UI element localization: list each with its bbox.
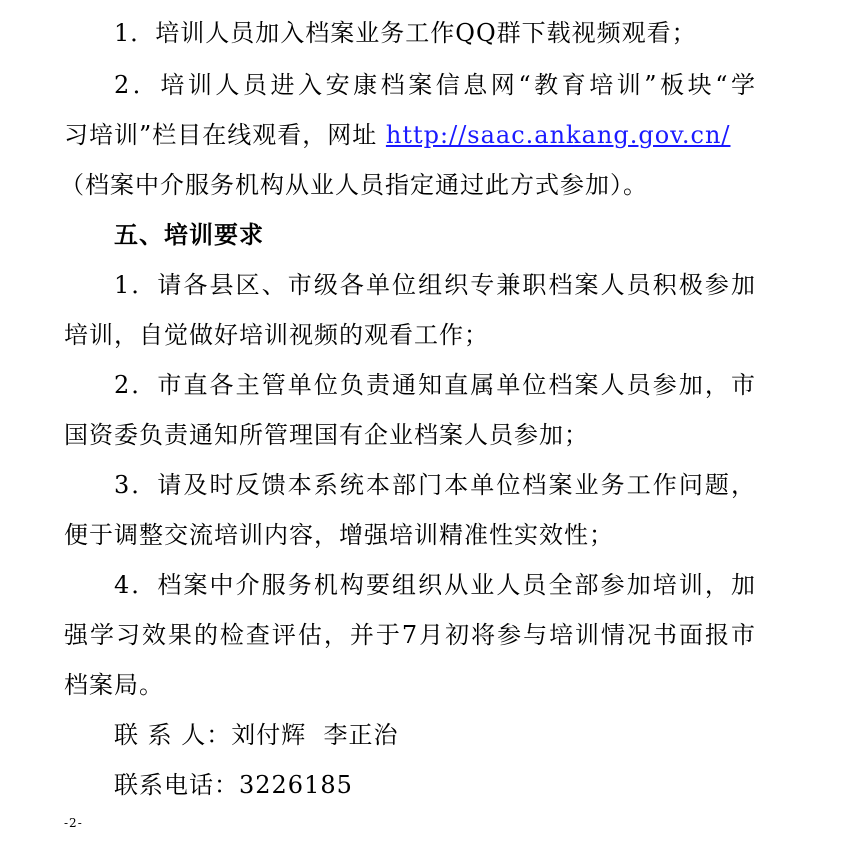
method-2-text: 习培训”栏目在线观看，网址 [64, 121, 386, 149]
requirement-3-line-1: 3．请及时反馈本系统本部门本单位档案业务工作问题， [114, 471, 756, 499]
requirement-1-line-2: 培训，自觉做好培训视频的观看工作； [64, 321, 489, 349]
requirement-3-line-2: 便于调整交流培训内容，增强培训精准性实效性； [64, 521, 614, 549]
paragraph-method-1: 1．培训人员加入档案业务工作QQ群下载视频观看； [114, 19, 697, 47]
paragraph-method-2-line-3: （档案中介服务机构从业人员指定通过此方式参加）。 [60, 171, 648, 199]
contact-phone: 联系电话：3226185 [114, 771, 353, 799]
requirement-2-line-1: 2．市直各主管单位负责通知直属单位档案人员参加，市 [114, 371, 756, 399]
paragraph-method-2-line-1: 2．培训人员进入安康档案信息网“教育培训”板块“学 [114, 71, 756, 99]
requirement-4-line-1: 4．档案中介服务机构要组织从业人员全部参加培训，加 [114, 571, 756, 599]
requirement-4-line-3: 档案局。 [64, 671, 164, 699]
requirement-4-line-2: 强学习效果的检查评估，并于7月初将参与培训情况书面报市 [64, 621, 756, 649]
contact-person: 联 系 人：刘付辉 李正治 [114, 721, 399, 749]
website-link[interactable]: http://saac.ankang.gov.cn/ [385, 121, 731, 149]
paragraph-method-2-line-2 [64, 120, 730, 150]
page-number: -2- [64, 816, 83, 830]
requirement-2-line-2: 国资委负责通知所管理国有企业档案人员参加； [64, 421, 589, 449]
requirement-1-line-1: 1．请各县区、市级各单位组织专兼职档案人员积极参加 [114, 271, 756, 299]
section-heading: 五、培训要求 [114, 221, 264, 249]
